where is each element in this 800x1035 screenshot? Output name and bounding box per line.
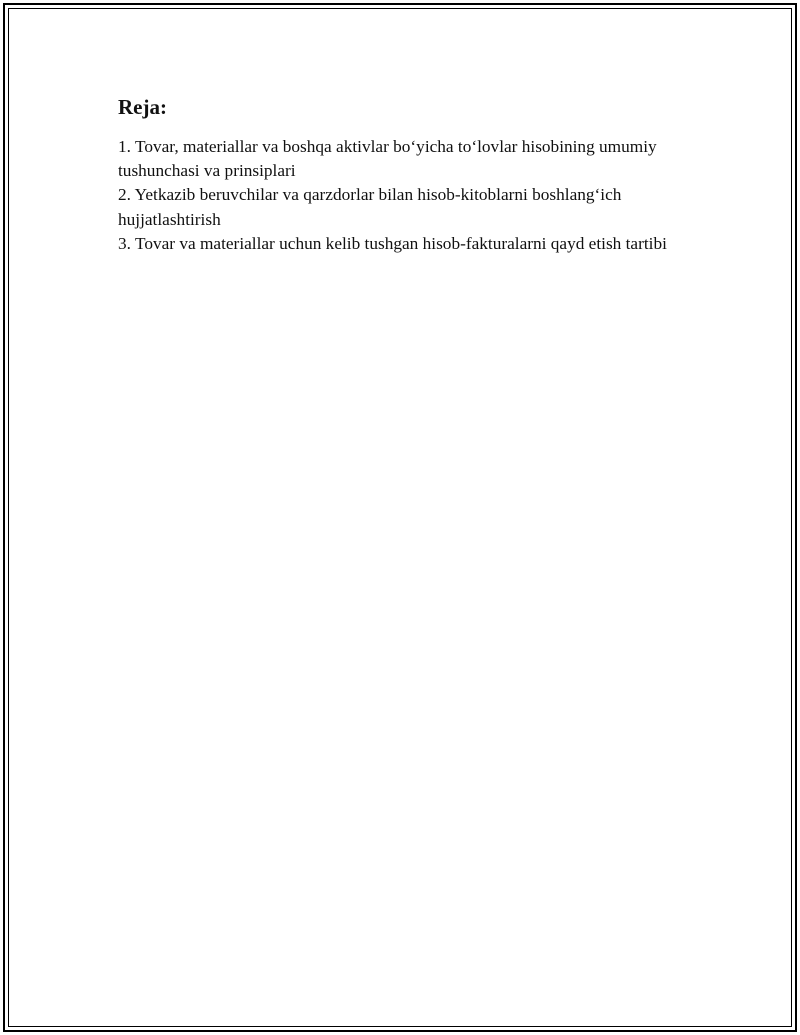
plan-item-1: 1. Tovar, materiallar va boshqa aktivlar bo‘yicha to‘lovlar hisobining umumiy tushunchasi va prinsiplari (118, 137, 657, 181)
plan-item-3: 3. Tovar va materiallar uchun kelib tushgan hisob-fakturalarni qayd etish tartibi (118, 233, 667, 253)
plan-heading: Reja: (118, 95, 167, 119)
page-content (118, 93, 698, 256)
plan-list (118, 135, 698, 256)
plan-item-2: 2. Yetkazib beruvchilar va qarzdorlar bilan hisob-kitoblarni boshlang‘ich hujjatlashtirish (118, 185, 622, 229)
